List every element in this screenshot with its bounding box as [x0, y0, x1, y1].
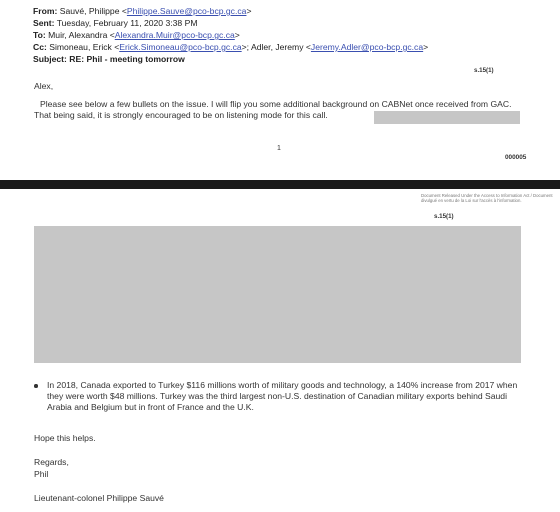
document-number: 000005: [505, 154, 527, 161]
salutation: Alex,: [34, 81, 54, 91]
to-line: [33, 30, 240, 40]
to-bracket: >: [234, 30, 240, 40]
from-bracket: >: [246, 6, 252, 16]
cc-line: [33, 42, 428, 52]
regards-line: Regards,: [34, 457, 69, 467]
cc-email-link-1[interactable]: Erick.Simoneau@pco-bcp.gc.ca: [119, 42, 242, 52]
signature-title: Lieutenant-colonel Philippe Sauvé: [34, 493, 164, 503]
from-name: Sauvé, Philippe <: [59, 6, 127, 16]
page-divider: [0, 180, 560, 189]
cc-name-1: Simoneau, Erick <: [49, 42, 120, 52]
sent-line: [33, 18, 197, 28]
to-name: Muir, Alexandra <: [48, 30, 115, 40]
to-label: To:: [33, 30, 46, 40]
cc-bracket: >: [423, 42, 429, 52]
sent-value: Tuesday, February 11, 2020 3:38 PM: [56, 18, 198, 28]
subject-line: [33, 54, 185, 64]
redaction-block-inline: [374, 111, 520, 124]
email-page-2: [0, 189, 560, 512]
body-paragraph: Please see below a few bullets on the issue. I will flip you some additional background on CABNet once received from GAC. That being said, it is strongly encouraged to be on listening mode for this call.: [34, 99, 512, 120]
email-page-1: [0, 0, 560, 176]
from-line: [33, 6, 251, 16]
from-label: From:: [33, 6, 58, 16]
to-email-link[interactable]: Alexandra.Muir@pco-bcp.gc.ca: [114, 30, 235, 40]
section-tag-page-1: s.15(1): [474, 67, 494, 74]
from-email-link[interactable]: Philippe.Sauve@pco-bcp.gc.ca: [126, 6, 247, 16]
page-number: 1: [277, 145, 281, 152]
subject-label: Subject:: [33, 54, 67, 64]
cc-label: Cc:: [33, 42, 47, 52]
bullet-item: In 2018, Canada exported to Turkey $116 millions worth of military goods and technology, a 140% increase from 2017 when they were worth $48 millions. Turkey was the third largest non-U.S. destination of Canadian military exports behind Saudi Arabia and Belgium but in front of France and the U.K.: [47, 380, 518, 412]
cc-name-2: >; Adler, Jeremy <: [241, 42, 311, 52]
redaction-block-large: [34, 226, 521, 363]
sent-label: Sent:: [33, 18, 55, 28]
bullet-icon: [34, 384, 38, 388]
subject-value: RE: Phil - meeting tomorrow: [69, 54, 185, 64]
signature-name: Phil: [34, 469, 49, 479]
cc-email-link-2[interactable]: Jeremy.Adler@pco-bcp.gc.ca: [310, 42, 424, 52]
release-stamp: Document Released Under the Access to Information Act / Document divulgué en vertu de la Loi sur l'accès à l'information.: [421, 193, 553, 203]
closing-line: Hope this helps.: [34, 433, 96, 443]
section-tag-page-2: s.15(1): [434, 213, 454, 220]
